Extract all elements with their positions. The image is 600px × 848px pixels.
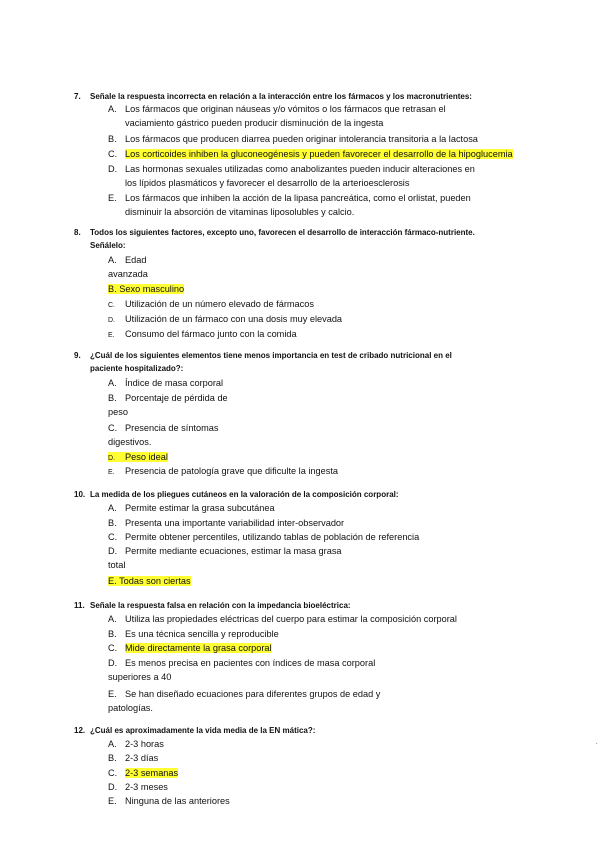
option-letter: D.	[108, 546, 118, 556]
option-text: Permite estimar la grasa subcutánea	[125, 503, 275, 513]
option-letter: C.	[108, 768, 118, 778]
option-8c	[108, 298, 314, 312]
option-8d	[108, 313, 342, 327]
option-text: 2-3 días	[125, 753, 159, 763]
option-11e	[108, 688, 380, 700]
option-text: Índice de masa corporal	[125, 378, 224, 388]
option-text: Sexo masculino	[119, 284, 185, 294]
option-text: Permite obtener percentiles, utilizando tablas de población de referencia	[125, 532, 420, 542]
option-letter: A.	[108, 104, 117, 114]
option-text: Utiliza las propiedades eléctricas del cuerpo para estimar la composición corporal	[125, 614, 457, 624]
option-7b	[108, 133, 478, 145]
question-10-stem	[74, 489, 534, 500]
option-letter: B.	[108, 134, 117, 144]
option-letter: E.	[108, 576, 117, 586]
option-7c	[108, 148, 513, 160]
option-letter: B.	[108, 393, 117, 403]
option-letter: E.	[108, 689, 117, 699]
option-letter: B.	[108, 629, 117, 639]
question-number: 11.	[74, 601, 85, 610]
option-text: Todas son ciertas	[119, 576, 191, 586]
question-text: ¿Cuál de los siguientes elementos tiene menos importancia en test de cribado nutricional en el	[90, 351, 452, 360]
option-letter: A.	[108, 255, 117, 265]
option-letter: C.	[108, 532, 118, 542]
option-10a	[108, 502, 275, 514]
option-letter: A.	[108, 503, 117, 513]
option-letter: E.	[108, 332, 115, 339]
option-text: Se han diseñado ecuaciones para diferentes grupos de edad y	[125, 689, 381, 699]
option-8a-cont: avanzada	[108, 269, 148, 279]
option-text: Edad	[125, 255, 147, 265]
option-text: Presenta una importante variabilidad inter-observador	[125, 518, 345, 528]
question-8-stem-cont: Señálelo:	[90, 241, 126, 250]
option-letter: A.	[108, 378, 117, 388]
option-letter: C.	[108, 302, 115, 309]
option-11d	[108, 657, 375, 669]
option-text: Los fármacos que originan náuseas y/o vómitos o los fármacos que retrasan el	[125, 104, 446, 114]
option-text: Es menos precisa en pacientes con índices de masa corporal	[125, 658, 376, 668]
question-number: 8.	[74, 228, 81, 237]
option-12b	[108, 752, 158, 764]
question-11-stem	[74, 600, 534, 611]
option-8e	[108, 328, 297, 342]
option-letter: D.	[108, 164, 118, 174]
option-9c-cont: digestivos.	[108, 437, 152, 447]
option-letter: D.	[108, 782, 118, 792]
option-letter: C.	[108, 423, 118, 433]
question-number: 10.	[74, 490, 86, 499]
question-number: 12.	[74, 726, 86, 735]
option-letter: D.	[108, 317, 115, 324]
question-number: 9.	[74, 351, 81, 360]
option-9b-cont: peso	[108, 407, 128, 417]
option-12e	[108, 795, 230, 807]
option-text: Peso ideal	[125, 452, 168, 462]
option-12d	[108, 781, 168, 793]
option-7d	[108, 163, 475, 175]
option-text: Porcentaje de pérdida de	[125, 393, 228, 403]
option-text: Permite mediante ecuaciones, estimar la masa grasa	[125, 546, 342, 556]
option-text: Presencia de síntomas	[125, 423, 219, 433]
option-letter: E.	[108, 796, 117, 806]
question-text: La medida de los pliegues cutáneos en la valoración de la composición corporal:	[90, 490, 399, 499]
option-7d-cont: los lípidos plasmáticos y favorecer el desarrollo de la arterioesclerosis	[125, 178, 410, 188]
option-text: 2-3 meses	[125, 782, 168, 792]
option-9e	[108, 465, 338, 479]
option-10d-cont: total	[108, 560, 126, 570]
highlighted-answer	[108, 452, 168, 462]
highlighted-answer	[108, 284, 184, 294]
option-7a	[108, 103, 446, 115]
option-text: Los fármacos que inhiben la acción de la lipasa pancreática, como el orlistat, pueden	[125, 193, 471, 203]
option-12c	[108, 767, 178, 779]
option-letter: B.	[108, 518, 117, 528]
option-10c	[108, 531, 419, 543]
option-text: Las hormonas sexuales utilizadas como anabolizantes pueden inducir alteraciones en	[125, 164, 475, 174]
option-10b	[108, 517, 344, 529]
option-12a	[108, 738, 164, 750]
question-text: Todos los siguientes factores, excepto uno, favorecen el desarrollo de interacción fármaco-nutriente.	[90, 228, 475, 237]
question-12-stem	[74, 725, 534, 736]
option-letter: D.	[108, 658, 118, 668]
option-10d	[108, 545, 342, 557]
option-9a	[108, 377, 223, 389]
option-letter: B.	[108, 284, 117, 294]
option-7a-cont: vaciamiento gástrico pueden producir disminución de la ingesta	[125, 118, 384, 128]
option-text: Ninguna de las anteriores	[125, 796, 230, 806]
option-letter: E.	[108, 193, 117, 203]
option-11d-cont: superiores a 40	[108, 672, 172, 682]
option-9c	[108, 422, 218, 434]
option-11c	[108, 642, 272, 654]
option-text: 2-3 horas	[125, 739, 164, 749]
option-text: Presencia de patología grave que dificulte la ingesta	[125, 466, 338, 476]
option-text: Es una técnica sencilla y reproducible	[125, 629, 279, 639]
option-9b	[108, 392, 228, 404]
option-letter: A.	[108, 739, 117, 749]
option-letter: C.	[108, 149, 118, 159]
option-10e	[108, 575, 191, 587]
stray-mark: .	[596, 740, 598, 746]
option-7e-cont: disminuir la absorción de vitaminas liposolubles y calcio.	[125, 207, 355, 217]
option-text: Consumo del fármaco junto con la comida	[125, 329, 297, 339]
option-letter: C.	[108, 643, 118, 653]
option-9d	[108, 451, 168, 465]
option-letter: B.	[108, 753, 117, 763]
question-9-stem	[74, 350, 534, 361]
option-letter: D.	[108, 455, 115, 462]
option-7e	[108, 192, 471, 204]
option-11b	[108, 628, 279, 640]
highlighted-answer: Los corticoides inhiben la gluconeogénesis y pueden favorecer el desarrollo de la hipoglucemia	[125, 149, 513, 159]
question-text: ¿Cuál es aproximadamente la vida media de la EN mática?:	[90, 726, 316, 735]
option-letter: E.	[108, 469, 115, 476]
option-8a	[108, 254, 146, 266]
question-7-stem	[74, 91, 534, 102]
question-number: 7.	[74, 92, 81, 101]
option-text: Utilización de un fármaco con una dosis muy elevada	[125, 314, 343, 324]
option-8b	[108, 283, 184, 295]
question-8-stem	[74, 227, 534, 238]
highlighted-answer	[108, 576, 191, 586]
highlighted-answer: Mide directamente la grasa corporal	[125, 643, 272, 653]
option-11e-cont: patologías.	[108, 703, 153, 713]
option-text: Los fármacos que producen diarrea pueden originar intolerancia transitoria a la lactosa	[125, 134, 478, 144]
option-letter: A.	[108, 614, 117, 624]
highlighted-answer: 2-3 semanas	[125, 768, 179, 778]
question-9-stem-cont: paciente hospitalizado?:	[90, 364, 184, 373]
question-text: Señale la respuesta falsa en relación con la impedancia bioeléctrica:	[90, 601, 351, 610]
option-11a	[108, 613, 457, 625]
question-text: Señale la respuesta incorrecta en relación a la interacción entre los fármacos y los macronutrientes:	[90, 92, 472, 101]
option-text: Utilización de un número elevado de fármacos	[125, 299, 314, 309]
